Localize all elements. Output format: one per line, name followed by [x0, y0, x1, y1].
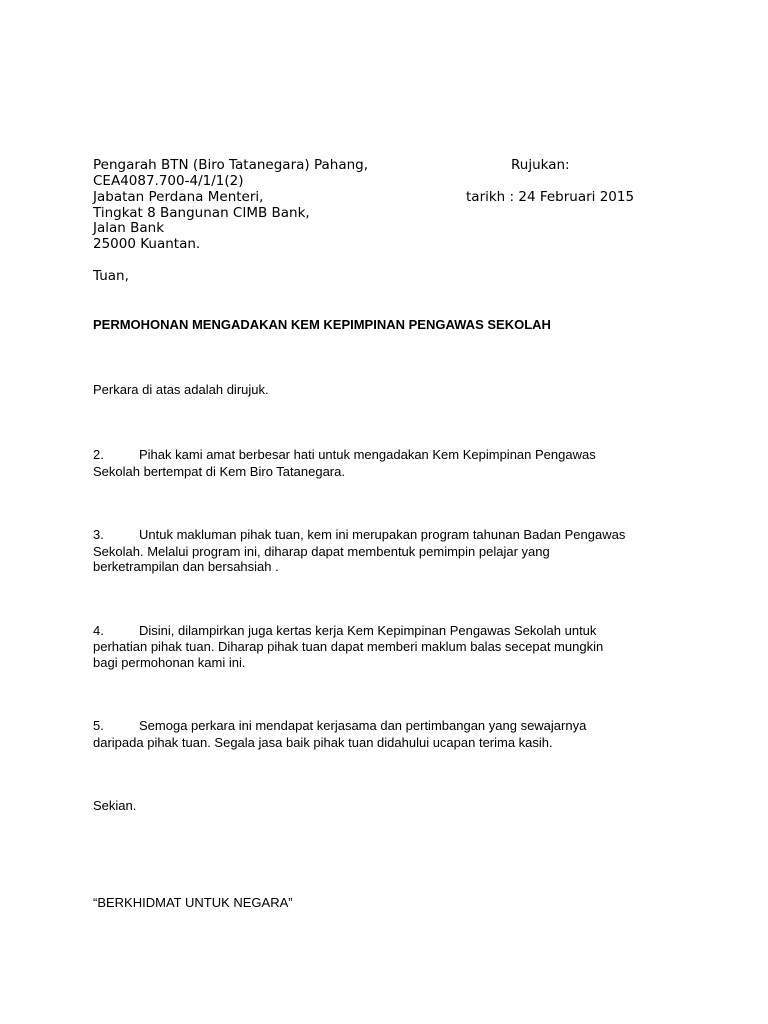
- paragraph-3-line-2: Sekolah. Melalui program ini, diharap dapat membentuk pemimpin pelajar yang: [93, 544, 550, 559]
- paragraph-4-number: 4.: [93, 623, 104, 638]
- paragraph-4-line-2: perhatian pihak tuan. Diharap pihak tuan dapat memberi maklum balas secepat mungkin: [93, 639, 604, 654]
- paragraph-5-number: 5.: [93, 718, 104, 733]
- motto: “BERKHIDMAT UNTUK NEGARA”: [93, 895, 293, 910]
- paragraph-2-number: 2.: [93, 447, 104, 462]
- paragraph-4-line-3: bagi permohonan kami ini.: [93, 655, 246, 670]
- recipient-line-5: 25000 Kuantan.: [93, 236, 201, 252]
- paragraph-2-line-1: [93, 446, 596, 464]
- paragraph-5-line-2: daripada pihak tuan. Segala jasa baik pihak tuan didahului ucapan terima kasih.: [93, 735, 553, 750]
- paragraph-1: Perkara di atas adalah dirujuk.: [93, 382, 269, 397]
- paragraph-2-text-1: Pihak kami amat berbesar hati untuk mengadakan Kem Kepimpinan Pengawas: [139, 447, 596, 462]
- paragraph-3-number: 3.: [93, 527, 104, 542]
- paragraph-3-line-1: [93, 526, 625, 544]
- paragraph-5-line-1: [93, 717, 586, 735]
- paragraph-2-line-2: Sekolah bertempat di Kem Biro Tatanegara.: [93, 464, 345, 479]
- letter-subject: PERMOHONAN MENGADAKAN KEM KEPIMPINAN PENGAWAS SEKOLAH: [93, 317, 551, 332]
- recipient-line-4: Jalan Bank: [93, 220, 165, 236]
- paragraph-3-text-1: Untuk makluman pihak tuan, kem ini merupakan program tahunan Badan Pengawas: [139, 527, 626, 542]
- letter-date: tarikh : 24 Februari 2015: [466, 189, 635, 205]
- paragraph-4-text-1: Disini, dilampirkan juga kertas kerja Kem Kepimpinan Pengawas Sekolah untuk: [139, 623, 597, 638]
- recipient-line-2: Jabatan Perdana Menteri,: [93, 189, 264, 205]
- reference-label: Rujukan:: [511, 157, 570, 173]
- recipient-line-1: Pengarah BTN (Biro Tatanegara) Pahang,: [93, 157, 369, 173]
- closing: Sekian.: [93, 798, 137, 813]
- paragraph-3-line-3: berketrampilan dan bersahsiah .: [93, 559, 279, 574]
- paragraph-4-line-1: [93, 622, 596, 640]
- reference-number: CEA4087.700-4/1/1(2): [93, 173, 244, 189]
- recipient-line-3: Tingkat 8 Bangunan CIMB Bank,: [93, 205, 310, 221]
- paragraph-5-text-1: Semoga perkara ini mendapat kerjasama dan pertimbangan yang sewajarnya: [139, 718, 587, 733]
- salutation: Tuan,: [93, 268, 129, 284]
